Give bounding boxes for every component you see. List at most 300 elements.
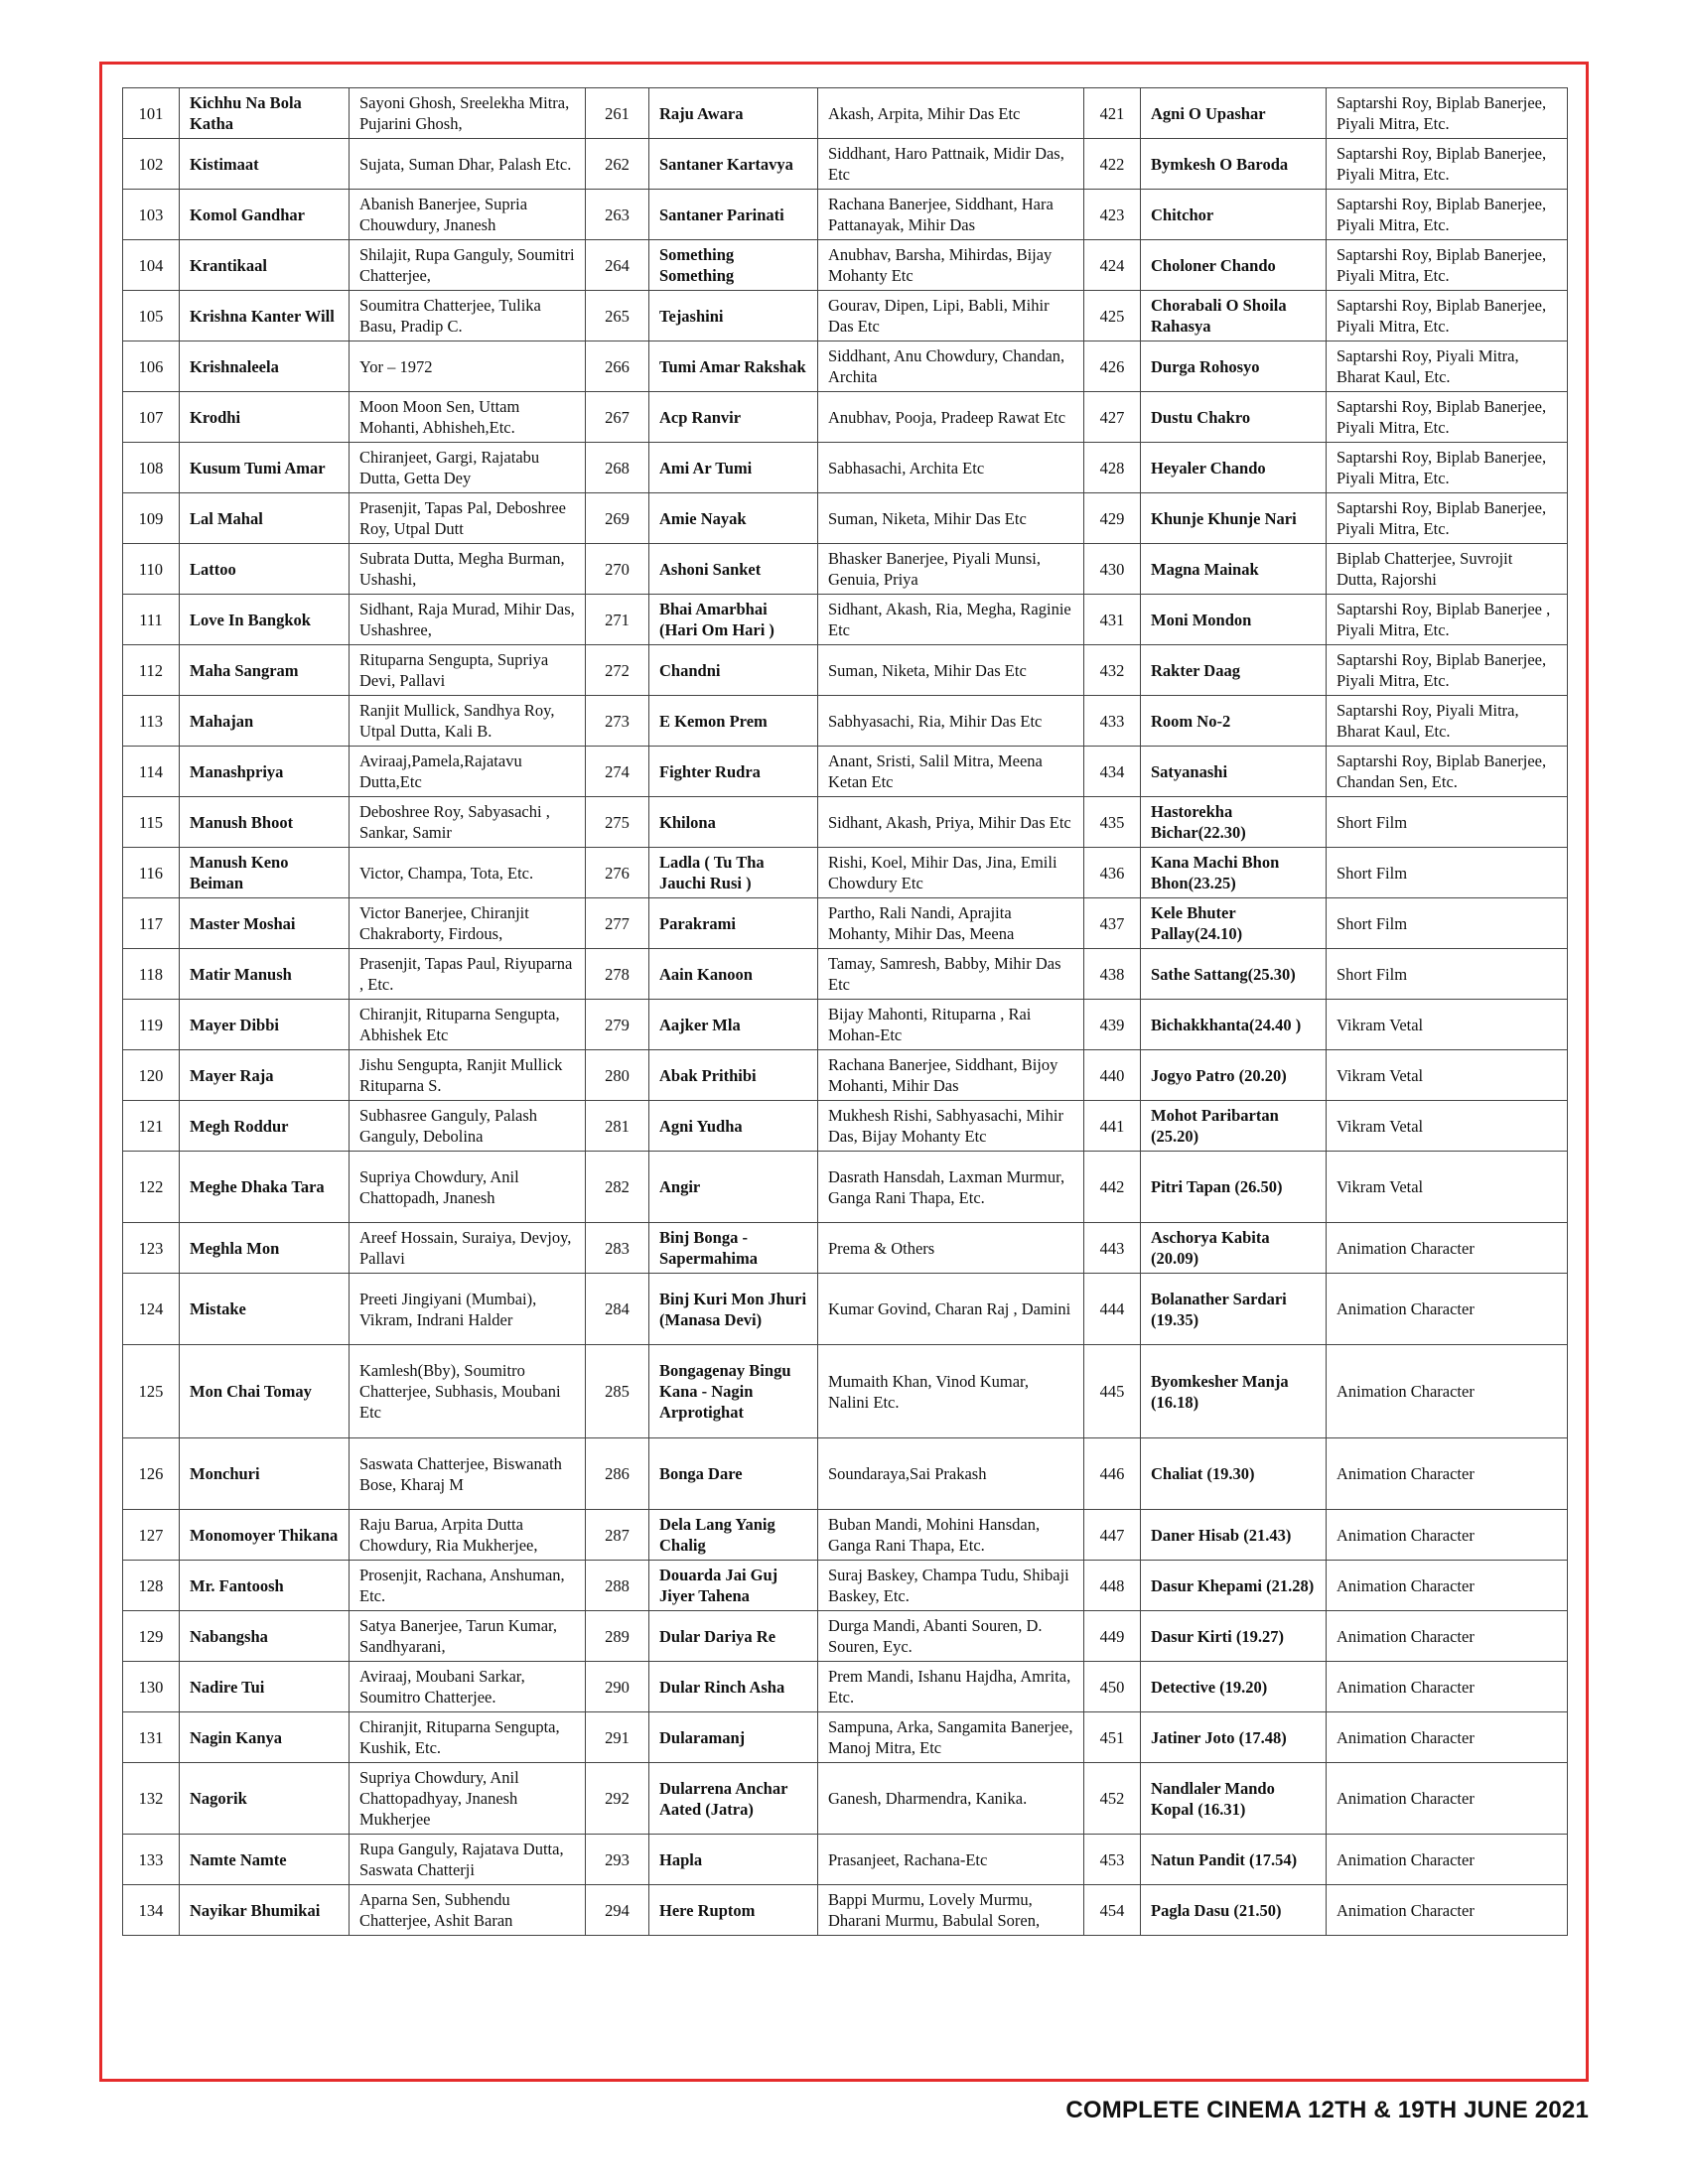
- table-row: [123, 1101, 1568, 1152]
- film-title-cell: Jatiner Joto (17.48): [1141, 1712, 1327, 1763]
- cast-cell: Rachana Banerjee, Siddhant, Hara Pattanayak, Mihir Das: [818, 190, 1084, 240]
- cast-cell: Short Film: [1327, 949, 1568, 1000]
- film-title-cell: Jogyo Patro (20.20): [1141, 1050, 1327, 1101]
- cast-cell: Animation Character: [1327, 1885, 1568, 1936]
- cast-cell: Anubhav, Barsha, Mihirdas, Bijay Mohanty Etc: [818, 240, 1084, 291]
- film-title-cell: Douarda Jai Guj Jiyer Tahena: [649, 1561, 818, 1611]
- table-row: [123, 1611, 1568, 1662]
- serial-number-cell: 274: [586, 747, 649, 797]
- film-title-cell: Satyanashi: [1141, 747, 1327, 797]
- cast-cell: Durga Mandi, Abanti Souren, D. Souren, Eyc.: [818, 1611, 1084, 1662]
- cast-cell: Sabhasachi, Archita Etc: [818, 443, 1084, 493]
- film-title-cell: Mon Chai Tomay: [180, 1345, 350, 1438]
- serial-number-cell: 291: [586, 1712, 649, 1763]
- serial-number-cell: 264: [586, 240, 649, 291]
- film-title-cell: Krantikaal: [180, 240, 350, 291]
- film-title-cell: Ashoni Sanket: [649, 544, 818, 595]
- cast-cell: Saptarshi Roy, Piyali Mitra, Bharat Kaul, Etc.: [1327, 341, 1568, 392]
- table-row: [123, 848, 1568, 898]
- cast-cell: Sidhant, Raja Murad, Mihir Das, Ushashree,: [350, 595, 586, 645]
- cast-cell: Animation Character: [1327, 1763, 1568, 1835]
- table-row: [123, 1345, 1568, 1438]
- cast-cell: Suman, Niketa, Mihir Das Etc: [818, 645, 1084, 696]
- film-title-cell: Byomkesher Manja (16.18): [1141, 1345, 1327, 1438]
- film-title-cell: Dularrena Anchar Aated (Jatra): [649, 1763, 818, 1835]
- table-row: [123, 1835, 1568, 1885]
- serial-number-cell: 433: [1084, 696, 1141, 747]
- table-row: [123, 797, 1568, 848]
- cast-cell: Rachana Banerjee, Siddhant, Bijoy Mohanti, Mihir Das: [818, 1050, 1084, 1101]
- serial-number-cell: 104: [123, 240, 180, 291]
- serial-number-cell: 432: [1084, 645, 1141, 696]
- table-row: [123, 240, 1568, 291]
- serial-number-cell: 132: [123, 1763, 180, 1835]
- serial-number-cell: 450: [1084, 1662, 1141, 1712]
- serial-number-cell: 277: [586, 898, 649, 949]
- cast-cell: Anubhav, Pooja, Pradeep Rawat Etc: [818, 392, 1084, 443]
- serial-number-cell: 263: [586, 190, 649, 240]
- cast-cell: Sabhyasachi, Ria, Mihir Das Etc: [818, 696, 1084, 747]
- film-title-cell: Mistake: [180, 1274, 350, 1345]
- cast-cell: Kamlesh(Bby), Soumitro Chatterjee, Subhasis, Moubani Etc: [350, 1345, 586, 1438]
- cast-cell: Rupa Ganguly, Rajatava Dutta, Saswata Chatterji: [350, 1835, 586, 1885]
- cast-cell: Subhasree Ganguly, Palash Ganguly, Debolina: [350, 1101, 586, 1152]
- film-title-cell: E Kemon Prem: [649, 696, 818, 747]
- serial-number-cell: 434: [1084, 747, 1141, 797]
- serial-number-cell: 276: [586, 848, 649, 898]
- film-title-cell: Pitri Tapan (26.50): [1141, 1152, 1327, 1223]
- film-title-cell: Love In Bangkok: [180, 595, 350, 645]
- film-title-cell: Hastorekha Bichar(22.30): [1141, 797, 1327, 848]
- film-title-cell: Chaliat (19.30): [1141, 1438, 1327, 1510]
- film-title-cell: Amie Nayak: [649, 493, 818, 544]
- table-row: [123, 1438, 1568, 1510]
- film-title-cell: Something Something: [649, 240, 818, 291]
- film-title-cell: Mohot Paribartan (25.20): [1141, 1101, 1327, 1152]
- cast-cell: Sidhant, Akash, Priya, Mihir Das Etc: [818, 797, 1084, 848]
- cast-cell: Satya Banerjee, Tarun Kumar, Sandhyarani,: [350, 1611, 586, 1662]
- serial-number-cell: 128: [123, 1561, 180, 1611]
- cast-cell: Bijay Mahonti, Rituparna , Rai Mohan-Etc: [818, 1000, 1084, 1050]
- serial-number-cell: 439: [1084, 1000, 1141, 1050]
- cast-cell: Saptarshi Roy, Biplab Banerjee, Piyali Mitra, Etc.: [1327, 493, 1568, 544]
- cast-cell: Saptarshi Roy, Biplab Banerjee, Piyali Mitra, Etc.: [1327, 291, 1568, 341]
- film-title-cell: Rakter Daag: [1141, 645, 1327, 696]
- serial-number-cell: 116: [123, 848, 180, 898]
- serial-number-cell: 428: [1084, 443, 1141, 493]
- serial-number-cell: 127: [123, 1510, 180, 1561]
- film-title-cell: Tumi Amar Rakshak: [649, 341, 818, 392]
- film-title-cell: Daner Hisab (21.43): [1141, 1510, 1327, 1561]
- serial-number-cell: 113: [123, 696, 180, 747]
- serial-number-cell: 114: [123, 747, 180, 797]
- cast-cell: Gourav, Dipen, Lipi, Babli, Mihir Das Etc: [818, 291, 1084, 341]
- serial-number-cell: 120: [123, 1050, 180, 1101]
- cast-cell: Moon Moon Sen, Uttam Mohanti, Abhisheh,Etc.: [350, 392, 586, 443]
- serial-number-cell: 278: [586, 949, 649, 1000]
- serial-number-cell: 101: [123, 88, 180, 139]
- serial-number-cell: 115: [123, 797, 180, 848]
- cast-cell: Chiranjeet, Gargi, Rajatabu Dutta, Getta Dey: [350, 443, 586, 493]
- serial-number-cell: 133: [123, 1835, 180, 1885]
- film-title-cell: Kele Bhuter Pallay(24.10): [1141, 898, 1327, 949]
- cast-cell: Areef Hossain, Suraiya, Devjoy, Pallavi: [350, 1223, 586, 1274]
- film-title-cell: Bichakkhanta(24.40 ): [1141, 1000, 1327, 1050]
- cast-cell: Animation Character: [1327, 1345, 1568, 1438]
- film-title-cell: Fighter Rudra: [649, 747, 818, 797]
- cast-cell: Animation Character: [1327, 1662, 1568, 1712]
- film-title-cell: Detective (19.20): [1141, 1662, 1327, 1712]
- cast-cell: Abanish Banerjee, Supria Chouwdury, Jnanesh: [350, 190, 586, 240]
- film-title-cell: Kusum Tumi Amar: [180, 443, 350, 493]
- film-title-cell: Monchuri: [180, 1438, 350, 1510]
- film-title-cell: Dular Rinch Asha: [649, 1662, 818, 1712]
- cast-cell: Siddhant, Haro Pattnaik, Midir Das, Etc: [818, 139, 1084, 190]
- cast-cell: Shilajit, Rupa Ganguly, Soumitri Chatterjee,: [350, 240, 586, 291]
- serial-number-cell: 294: [586, 1885, 649, 1936]
- cast-cell: Animation Character: [1327, 1438, 1568, 1510]
- film-title-cell: Hapla: [649, 1835, 818, 1885]
- serial-number-cell: 452: [1084, 1763, 1141, 1835]
- serial-number-cell: 106: [123, 341, 180, 392]
- table-row: [123, 493, 1568, 544]
- film-title-cell: Bolanather Sardari (19.35): [1141, 1274, 1327, 1345]
- serial-number-cell: 261: [586, 88, 649, 139]
- film-title-cell: Ami Ar Tumi: [649, 443, 818, 493]
- serial-number-cell: 112: [123, 645, 180, 696]
- film-title-cell: Manush Bhoot: [180, 797, 350, 848]
- table-row: [123, 696, 1568, 747]
- film-title-cell: Room No-2: [1141, 696, 1327, 747]
- cast-cell: Jishu Sengupta, Ranjit Mullick Rituparna S.: [350, 1050, 586, 1101]
- film-title-cell: Krishnaleela: [180, 341, 350, 392]
- film-title-cell: Komol Gandhar: [180, 190, 350, 240]
- cast-cell: Animation Character: [1327, 1835, 1568, 1885]
- film-title-cell: Mr. Fantoosh: [180, 1561, 350, 1611]
- film-title-cell: Mahajan: [180, 696, 350, 747]
- film-title-cell: Aajker Mla: [649, 1000, 818, 1050]
- cast-cell: Saptarshi Roy, Biplab Banerjee, Piyali Mitra, Etc.: [1327, 139, 1568, 190]
- table-row: [123, 1000, 1568, 1050]
- serial-number-cell: 121: [123, 1101, 180, 1152]
- serial-number-cell: 267: [586, 392, 649, 443]
- table-row: [123, 1712, 1568, 1763]
- cast-cell: Suman, Niketa, Mihir Das Etc: [818, 493, 1084, 544]
- film-title-cell: Bhai Amarbhai (Hari Om Hari ): [649, 595, 818, 645]
- film-title-cell: Dular Dariya Re: [649, 1611, 818, 1662]
- film-title-cell: Magna Mainak: [1141, 544, 1327, 595]
- serial-number-cell: 449: [1084, 1611, 1141, 1662]
- serial-number-cell: 421: [1084, 88, 1141, 139]
- cast-cell: Prema & Others: [818, 1223, 1084, 1274]
- cast-cell: Bhasker Banerjee, Piyali Munsi, Genuia, Priya: [818, 544, 1084, 595]
- table-row: [123, 1885, 1568, 1936]
- serial-number-cell: 454: [1084, 1885, 1141, 1936]
- serial-number-cell: 286: [586, 1438, 649, 1510]
- table-row: [123, 88, 1568, 139]
- film-title-cell: Meghe Dhaka Tara: [180, 1152, 350, 1223]
- film-title-cell: Nandlaler Mando Kopal (16.31): [1141, 1763, 1327, 1835]
- film-title-cell: Megh Roddur: [180, 1101, 350, 1152]
- serial-number-cell: 262: [586, 139, 649, 190]
- cast-cell: Animation Character: [1327, 1611, 1568, 1662]
- cast-cell: Short Film: [1327, 898, 1568, 949]
- serial-number-cell: 268: [586, 443, 649, 493]
- film-title-cell: Maha Sangram: [180, 645, 350, 696]
- cast-cell: Saptarshi Roy, Biplab Banerjee, Piyali Mitra, Etc.: [1327, 392, 1568, 443]
- film-title-cell: Bymkesh O Baroda: [1141, 139, 1327, 190]
- serial-number-cell: 430: [1084, 544, 1141, 595]
- cast-cell: Siddhant, Anu Chowdury, Chandan, Archita: [818, 341, 1084, 392]
- serial-number-cell: 437: [1084, 898, 1141, 949]
- film-title-cell: Here Ruptom: [649, 1885, 818, 1936]
- film-title-cell: Heyaler Chando: [1141, 443, 1327, 493]
- cast-cell: Short Film: [1327, 848, 1568, 898]
- serial-number-cell: 272: [586, 645, 649, 696]
- cast-cell: Vikram Vetal: [1327, 1050, 1568, 1101]
- cast-cell: Saptarshi Roy, Biplab Banerjee, Piyali Mitra, Etc.: [1327, 88, 1568, 139]
- cast-cell: Victor, Champa, Tota, Etc.: [350, 848, 586, 898]
- film-title-cell: Santaner Kartavya: [649, 139, 818, 190]
- film-title-cell: Chitchor: [1141, 190, 1327, 240]
- film-title-cell: Choloner Chando: [1141, 240, 1327, 291]
- film-title-cell: Aschorya Kabita (20.09): [1141, 1223, 1327, 1274]
- table-row: [123, 1274, 1568, 1345]
- film-title-cell: Durga Rohosyo: [1141, 341, 1327, 392]
- film-title-cell: Manashpriya: [180, 747, 350, 797]
- film-title-cell: Krodhi: [180, 392, 350, 443]
- serial-number-cell: 423: [1084, 190, 1141, 240]
- cast-cell: Victor Banerjee, Chiranjit Chakraborty, Firdous,: [350, 898, 586, 949]
- table-row: [123, 443, 1568, 493]
- serial-number-cell: 453: [1084, 1835, 1141, 1885]
- film-title-cell: Raju Awara: [649, 88, 818, 139]
- serial-number-cell: 444: [1084, 1274, 1141, 1345]
- film-title-cell: Aain Kanoon: [649, 949, 818, 1000]
- serial-number-cell: 270: [586, 544, 649, 595]
- film-title-cell: Monomoyer Thikana: [180, 1510, 350, 1561]
- table-row: [123, 1152, 1568, 1223]
- cast-cell: Ganesh, Dharmendra, Kanika.: [818, 1763, 1084, 1835]
- serial-number-cell: 440: [1084, 1050, 1141, 1101]
- table-row: [123, 392, 1568, 443]
- film-title-cell: Parakrami: [649, 898, 818, 949]
- film-title-cell: Dela Lang Yanig Chalig: [649, 1510, 818, 1561]
- cast-cell: Bappi Murmu, Lovely Murmu, Dharani Murmu, Babulal Soren,: [818, 1885, 1084, 1936]
- film-title-cell: Dularamanj: [649, 1712, 818, 1763]
- film-title-cell: Ladla ( Tu Tha Jauchi Rusi ): [649, 848, 818, 898]
- table-row: [123, 1662, 1568, 1712]
- film-title-cell: Kistimaat: [180, 139, 350, 190]
- film-title-cell: Mayer Raja: [180, 1050, 350, 1101]
- cast-cell: Aviraaj, Moubani Sarkar, Soumitro Chatterjee.: [350, 1662, 586, 1712]
- serial-number-cell: 446: [1084, 1438, 1141, 1510]
- cast-cell: Chiranjit, Rituparna Sengupta, Abhishek Etc: [350, 1000, 586, 1050]
- serial-number-cell: 289: [586, 1611, 649, 1662]
- cast-cell: Saptarshi Roy, Biplab Banerjee, Piyali Mitra, Etc.: [1327, 443, 1568, 493]
- cast-cell: Prasenjit, Tapas Pal, Deboshree Roy, Utpal Dutt: [350, 493, 586, 544]
- serial-number-cell: 290: [586, 1662, 649, 1712]
- film-title-cell: Agni Yudha: [649, 1101, 818, 1152]
- cast-cell: Tamay, Samresh, Babby, Mihir Das Etc: [818, 949, 1084, 1000]
- cast-cell: Subrata Dutta, Megha Burman, Ushashi,: [350, 544, 586, 595]
- footer-title: COMPLETE CINEMA 12TH & 19TH JUNE 2021: [1065, 2097, 1589, 2123]
- serial-number-cell: 431: [1084, 595, 1141, 645]
- cast-cell: Vikram Vetal: [1327, 1000, 1568, 1050]
- cast-cell: Soumitra Chatterjee, Tulika Basu, Pradip C.: [350, 291, 586, 341]
- serial-number-cell: 109: [123, 493, 180, 544]
- serial-number-cell: 129: [123, 1611, 180, 1662]
- serial-number-cell: 283: [586, 1223, 649, 1274]
- table-row: [123, 1050, 1568, 1101]
- film-title-cell: Nagin Kanya: [180, 1712, 350, 1763]
- cast-cell: Sayoni Ghosh, Sreelekha Mitra, Pujarini Ghosh,: [350, 88, 586, 139]
- serial-number-cell: 102: [123, 139, 180, 190]
- cast-cell: Aparna Sen, Subhendu Chatterjee, Ashit Baran: [350, 1885, 586, 1936]
- serial-number-cell: 266: [586, 341, 649, 392]
- cast-cell: Aviraaj,Pamela,Rajatavu Dutta,Etc: [350, 747, 586, 797]
- serial-number-cell: 292: [586, 1763, 649, 1835]
- cast-cell: Rishi, Koel, Mihir Das, Jina, Emili Chowdury Etc: [818, 848, 1084, 898]
- serial-number-cell: 443: [1084, 1223, 1141, 1274]
- cast-cell: Suraj Baskey, Champa Tudu, Shibaji Baskey, Etc.: [818, 1561, 1084, 1611]
- cast-cell: Animation Character: [1327, 1223, 1568, 1274]
- film-title-cell: Nadire Tui: [180, 1662, 350, 1712]
- film-title-cell: Agni O Upashar: [1141, 88, 1327, 139]
- cast-cell: Rituparna Sengupta, Supriya Devi, Pallavi: [350, 645, 586, 696]
- serial-number-cell: 265: [586, 291, 649, 341]
- film-title-cell: Dasur Kirti (19.27): [1141, 1611, 1327, 1662]
- cast-cell: Dasrath Hansdah, Laxman Murmur, Ganga Rani Thapa, Etc.: [818, 1152, 1084, 1223]
- serial-number-cell: 130: [123, 1662, 180, 1712]
- serial-number-cell: 279: [586, 1000, 649, 1050]
- film-title-cell: Nayikar Bhumikai: [180, 1885, 350, 1936]
- table-row: [123, 1510, 1568, 1561]
- cast-cell: Soundaraya,Sai Prakash: [818, 1438, 1084, 1510]
- cast-cell: Chiranjit, Rituparna Sengupta, Kushik, Etc.: [350, 1712, 586, 1763]
- table-row: [123, 544, 1568, 595]
- cast-cell: Mumaith Khan, Vinod Kumar, Nalini Etc.: [818, 1345, 1084, 1438]
- film-title-cell: Dasur Khepami (21.28): [1141, 1561, 1327, 1611]
- film-listing-table: [122, 87, 1568, 1936]
- cast-cell: Sidhant, Akash, Ria, Megha, Raginie Etc: [818, 595, 1084, 645]
- cast-cell: Raju Barua, Arpita Dutta Chowdury, Ria Mukherjee,: [350, 1510, 586, 1561]
- cast-cell: Prasanjeet, Rachana-Etc: [818, 1835, 1084, 1885]
- serial-number-cell: 280: [586, 1050, 649, 1101]
- serial-number-cell: 117: [123, 898, 180, 949]
- serial-number-cell: 107: [123, 392, 180, 443]
- serial-number-cell: 284: [586, 1274, 649, 1345]
- cast-cell: Saptarshi Roy, Biplab Banerjee, Piyali Mitra, Etc.: [1327, 645, 1568, 696]
- cast-cell: Saswata Chatterjee, Biswanath Bose, Kharaj M: [350, 1438, 586, 1510]
- film-title-cell: Acp Ranvir: [649, 392, 818, 443]
- cast-cell: Animation Character: [1327, 1712, 1568, 1763]
- cast-cell: Saptarshi Roy, Piyali Mitra, Bharat Kaul, Etc.: [1327, 696, 1568, 747]
- table-row: [123, 1561, 1568, 1611]
- film-title-cell: Kana Machi Bhon Bhon(23.25): [1141, 848, 1327, 898]
- serial-number-cell: 424: [1084, 240, 1141, 291]
- table-row: [123, 747, 1568, 797]
- cast-cell: Buban Mandi, Mohini Hansdan, Ganga Rani Thapa, Etc.: [818, 1510, 1084, 1561]
- serial-number-cell: 445: [1084, 1345, 1141, 1438]
- serial-number-cell: 287: [586, 1510, 649, 1561]
- cast-cell: Prasenjit, Tapas Paul, Riyuparna , Etc.: [350, 949, 586, 1000]
- film-title-cell: Nabangsha: [180, 1611, 350, 1662]
- cast-cell: Mukhesh Rishi, Sabhyasachi, Mihir Das, Bijay Mohanty Etc: [818, 1101, 1084, 1152]
- table-row: [123, 595, 1568, 645]
- film-title-cell: Dustu Chakro: [1141, 392, 1327, 443]
- film-title-cell: Sathe Sattang(25.30): [1141, 949, 1327, 1000]
- cast-cell: Saptarshi Roy, Biplab Banerjee, Chandan Sen, Etc.: [1327, 747, 1568, 797]
- film-title-cell: Meghla Mon: [180, 1223, 350, 1274]
- serial-number-cell: 269: [586, 493, 649, 544]
- film-title-cell: Natun Pandit (17.54): [1141, 1835, 1327, 1885]
- film-title-cell: Nagorik: [180, 1763, 350, 1835]
- cast-cell: Prosenjit, Rachana, Anshuman, Etc.: [350, 1561, 586, 1611]
- serial-number-cell: 275: [586, 797, 649, 848]
- serial-number-cell: 426: [1084, 341, 1141, 392]
- cast-cell: Prem Mandi, Ishanu Hajdha, Amrita, Etc.: [818, 1662, 1084, 1712]
- film-title-cell: Binj Kuri Mon Jhuri (Manasa Devi): [649, 1274, 818, 1345]
- serial-number-cell: 103: [123, 190, 180, 240]
- serial-number-cell: 105: [123, 291, 180, 341]
- film-title-cell: Bongagenay Bingu Kana - Nagin Arprotighat: [649, 1345, 818, 1438]
- film-title-cell: Tejashini: [649, 291, 818, 341]
- film-title-cell: Master Moshai: [180, 898, 350, 949]
- table-row: [123, 949, 1568, 1000]
- serial-number-cell: 451: [1084, 1712, 1141, 1763]
- serial-number-cell: 441: [1084, 1101, 1141, 1152]
- serial-number-cell: 271: [586, 595, 649, 645]
- serial-number-cell: 288: [586, 1561, 649, 1611]
- film-title-cell: Khunje Khunje Nari: [1141, 493, 1327, 544]
- serial-number-cell: 134: [123, 1885, 180, 1936]
- cast-cell: Preeti Jingiyani (Mumbai), Vikram, Indrani Halder: [350, 1274, 586, 1345]
- serial-number-cell: 435: [1084, 797, 1141, 848]
- cast-cell: Supriya Chowdury, Anil Chattopadh, Jnanesh: [350, 1152, 586, 1223]
- serial-number-cell: 427: [1084, 392, 1141, 443]
- film-title-cell: Namte Namte: [180, 1835, 350, 1885]
- cast-cell: Animation Character: [1327, 1561, 1568, 1611]
- film-title-cell: Moni Mondon: [1141, 595, 1327, 645]
- table-row: [123, 1223, 1568, 1274]
- cast-cell: Saptarshi Roy, Biplab Banerjee, Piyali Mitra, Etc.: [1327, 190, 1568, 240]
- cast-cell: Animation Character: [1327, 1274, 1568, 1345]
- cast-cell: Kumar Govind, Charan Raj , Damini: [818, 1274, 1084, 1345]
- cast-cell: Deboshree Roy, Sabyasachi , Sankar, Samir: [350, 797, 586, 848]
- table-row: [123, 898, 1568, 949]
- film-title-cell: Pagla Dasu (21.50): [1141, 1885, 1327, 1936]
- table-row: [123, 341, 1568, 392]
- cast-cell: Vikram Vetal: [1327, 1101, 1568, 1152]
- serial-number-cell: 293: [586, 1835, 649, 1885]
- cast-cell: Animation Character: [1327, 1510, 1568, 1561]
- film-title-cell: Chandni: [649, 645, 818, 696]
- serial-number-cell: 436: [1084, 848, 1141, 898]
- film-title-cell: Abak Prithibi: [649, 1050, 818, 1101]
- cast-cell: Akash, Arpita, Mihir Das Etc: [818, 88, 1084, 139]
- film-title-cell: Matir Manush: [180, 949, 350, 1000]
- cast-cell: Yor – 1972: [350, 341, 586, 392]
- serial-number-cell: 422: [1084, 139, 1141, 190]
- cast-cell: Supriya Chowdury, Anil Chattopadhyay, Jnanesh Mukherjee: [350, 1763, 586, 1835]
- serial-number-cell: 123: [123, 1223, 180, 1274]
- serial-number-cell: 110: [123, 544, 180, 595]
- cast-cell: Sampuna, Arka, Sangamita Banerjee, Manoj Mitra, Etc: [818, 1712, 1084, 1763]
- table-row: [123, 139, 1568, 190]
- table-row: [123, 190, 1568, 240]
- film-title-cell: Lattoo: [180, 544, 350, 595]
